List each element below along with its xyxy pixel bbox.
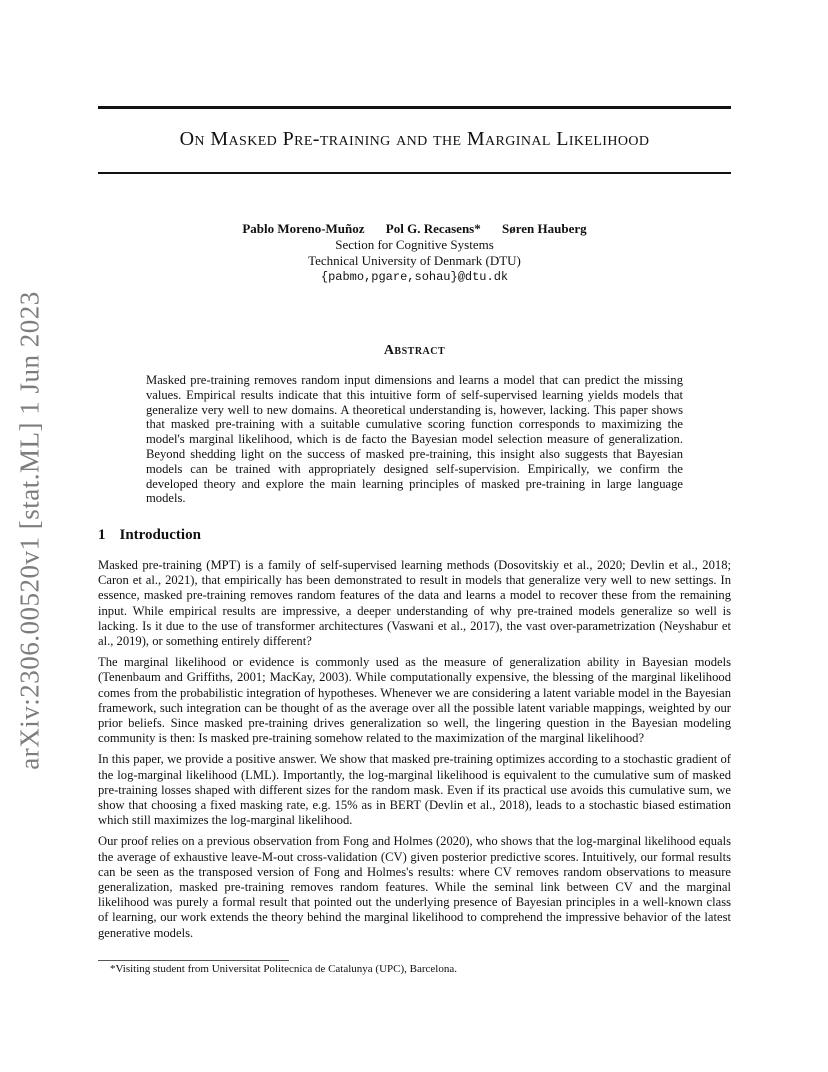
paragraph: Masked pre-training (MPT) is a family of self-supervised learning methods (Dosovitskiy et al., 2020; Devlin et al., 2018; Caron et al., 2021), that empirically has been demonstrated to result in models that generalize very well to new settings. In essence, masked pre-training removes random features of the data and learns a model to recover these from the remaining input. While empirical results are impressive, a deeper understanding of why pre-trained models generalize so well is lacking. Is it due to the use of transformer architectures (Vaswani et al., 2017), the vast over-parametrization (Neyshabur et al., 2019), or something entirely different? <box>98 558 731 649</box>
footnote-rule <box>98 960 289 961</box>
arxiv-id-text: arXiv:2306.00520v1 [stat.ML] 1 Jun 2023 <box>14 290 45 770</box>
introduction-body <box>98 558 731 947</box>
author-1: Pablo Moreno-Muñoz <box>242 221 365 236</box>
section-title: Introduction <box>119 527 201 543</box>
section-heading <box>98 527 201 544</box>
paper-title: On Masked Pre-training and the Marginal Likelihood <box>179 128 650 150</box>
affiliation-group: Section for Cognitive Systems <box>335 237 494 252</box>
title-rule-top <box>98 106 731 109</box>
abstract-text: Masked pre-training removes random input dimensions and learns a model that can predict the missing values. Empirical results indicate that this intuitive form of self-supervised learning yields models that generalize very well to new domains. A theoretical understanding is, however, lacking. This paper shows that masked pre-training with a suitable cumulative scoring function corresponds to maximizing the model's marginal likelihood, which is de facto the Bayesian model selection measure of generalization. Beyond shedding light on the success of masked pre-training, this insight also suggests that Bayesian models can be trained with appropriately designed self-supervision. Empirically, we confirm the developed theory and explore the main learning principles of masked pre-training in large language models. <box>146 373 683 506</box>
paragraph: Our proof relies on a previous observation from Fong and Holmes (2020), who shows that the log-marginal likelihood equals the average of exhaustive leave-M-out cross-validation (CV) given posterior predictive scores. Intuitively, our formal results can be seen as the transposed version of Fong and Holmes's results: where CV removes random observations to measure generalization, masked pre-training removes random features. While the seminal link between CV and the marginal likelihood was purely a formal result that pointed out the underlying presence of Bayesian principles in a well-known class of learning, our work extends the theory behind the marginal likelihood to comprehend the impressive behavior of the latest generative models. <box>98 834 731 940</box>
affiliation-university: Technical University of Denmark (DTU) <box>308 253 521 268</box>
paragraph: In this paper, we provide a positive answer. We show that masked pre-training optimizes according to a stochastic gradient of the log-marginal likelihood (LML). Importantly, the log-marginal likelihood is equivalent to the cumulative sum of masked pre-training losses shaped with different sizes for the random mask. Even if its practical use avoids this cumulative sum, we show that choosing a fixed masking rate, e.g. 15% as in BERT (Devlin et al., 2018), leads to a stochastic biased estimation which still maximizes the log-marginal likelihood. <box>98 752 731 828</box>
arxiv-identifier <box>6 290 54 770</box>
author-3: Søren Hauberg <box>502 221 587 236</box>
footnote: *Visiting student from Universitat Politecnica de Catalunya (UPC), Barcelona. <box>110 963 457 975</box>
author-emails: {pabmo,pgare,sohau}@dtu.dk <box>320 270 509 284</box>
author-2: Pol G. Recasens* <box>385 221 481 236</box>
paragraph: The marginal likelihood or evidence is commonly used as the measure of generalization ability in Bayesian models (Tenenbaum and Griffiths, 2001; MacKay, 2003). While computationally expensive, the blessing of the marginal likelihood comes from the probabilistic integration of hypotheses. Whenever we are considering a latent variable model in the Bayesian framework, such integration can be thought of as the average over all the possible latent variable mappings, weighted by our prior beliefs. Since masked pre-training drives generalization so well, the lingering question in the Bayesian modeling community is then: Is masked pre-training somehow related to the maximization of the marginal likelihood? <box>98 655 731 746</box>
section-number: 1 <box>98 527 106 543</box>
title-rule-bottom <box>98 172 731 174</box>
abstract-heading: Abstract <box>383 343 446 358</box>
author-block <box>98 221 731 285</box>
author-names <box>98 221 731 237</box>
